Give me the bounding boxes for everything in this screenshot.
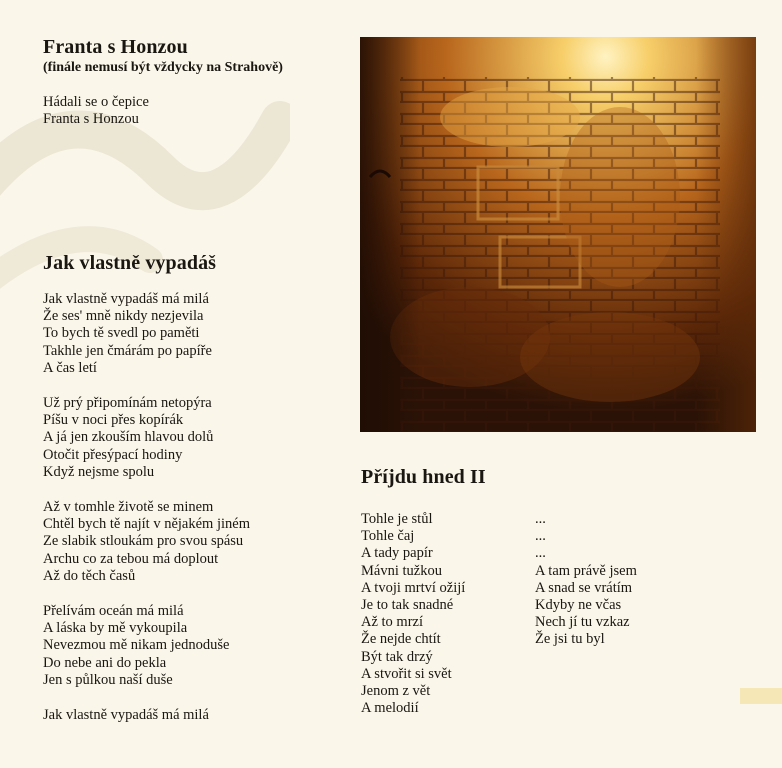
stanza-column-2 bbox=[535, 511, 637, 649]
lyric-line: A tvoji mrtví ožijí bbox=[361, 579, 466, 596]
lyric-line: A čas letí bbox=[43, 359, 97, 376]
song-subtitle: (finále nemusí být vždycky na Strahově) bbox=[43, 60, 283, 75]
lyric-line: A tady papír bbox=[361, 545, 433, 562]
lyric-line: Nech jí tu vzkaz bbox=[535, 614, 630, 631]
stanza bbox=[43, 603, 250, 689]
song-prijdu-hned-ii bbox=[361, 466, 486, 488]
lyric-line: A melodií bbox=[361, 700, 419, 717]
lyric-line: Že jsi tu byl bbox=[535, 631, 605, 648]
lyric-line: Tohle čaj bbox=[361, 528, 415, 545]
stanza bbox=[43, 395, 250, 481]
lyric-line: Přelívám oceán má milá bbox=[43, 603, 184, 620]
lyric-line: Mávni tužkou bbox=[361, 562, 442, 579]
lyric-line: Když nejsme spolu bbox=[43, 463, 155, 480]
lyric-line: ... bbox=[535, 545, 546, 562]
photo-image bbox=[360, 37, 756, 432]
lyric-line: Do nebe ani do pekla bbox=[43, 654, 167, 671]
lyric-line: A tam právě jsem bbox=[535, 562, 637, 579]
lyric-line: Už prý připomínám netopýra bbox=[43, 395, 212, 412]
lyric-line: Až to mrzí bbox=[361, 614, 424, 631]
lyric-line: A stvořit si svět bbox=[361, 665, 452, 682]
lyric-line: To bych tě svedl po paměti bbox=[43, 325, 200, 342]
lyric-line: Jak vlastně vypadáš má milá bbox=[43, 707, 209, 724]
lyric-line: A láska by mě vykoupila bbox=[43, 620, 188, 637]
lyric-line: Jenom z vět bbox=[361, 683, 431, 700]
stanza bbox=[43, 707, 250, 724]
stanza bbox=[43, 94, 283, 128]
stanza-column-1 bbox=[361, 511, 465, 717]
lyric-line: Že ses' mně nikdy nezjevila bbox=[43, 308, 204, 325]
lyric-line: ... bbox=[535, 511, 546, 527]
lyric-line: Archu co za tebou má doplout bbox=[43, 550, 219, 567]
lyric-line: Až v tomhle životě se minem bbox=[43, 499, 214, 516]
song-jak-vlastne-vypadas bbox=[43, 252, 250, 724]
lyric-line: ... bbox=[535, 528, 546, 545]
lyric-line: Hádali se o čepice bbox=[43, 94, 149, 110]
lyric-line: Jen s půlkou naší duše bbox=[43, 671, 173, 688]
song-title: Jak vlastně vypadáš bbox=[43, 252, 217, 274]
lyric-line: Ze slabik stloukám pro svou spásu bbox=[43, 533, 244, 550]
lyric-line: Chtěl bych tě najít v nějakém jiném bbox=[43, 516, 250, 533]
song-title: Příjdu hned II bbox=[361, 466, 486, 488]
lyric-line: Tohle je stůl bbox=[361, 511, 433, 527]
lyric-line: A já jen zkouším hlavou dolů bbox=[43, 429, 214, 446]
brick-wall-photo bbox=[360, 37, 756, 432]
song-title: Franta s Honzou bbox=[43, 36, 188, 58]
decorative-strip bbox=[740, 688, 782, 704]
lyric-line: Otočit přesýpací hodiny bbox=[43, 446, 183, 463]
lyric-line: Takhle jen čmárám po papíře bbox=[43, 342, 212, 359]
lyric-line: Píšu v noci přes kopírák bbox=[43, 412, 184, 429]
lyric-line: Franta s Honzou bbox=[43, 111, 139, 128]
lyric-line: Kdyby ne včas bbox=[535, 597, 622, 614]
stanza bbox=[43, 291, 250, 377]
song-franta-s-honzou bbox=[43, 36, 283, 128]
lyric-line: Je to tak snadné bbox=[361, 597, 454, 614]
stanza bbox=[43, 499, 250, 585]
lyric-line: Jak vlastně vypadáš má milá bbox=[43, 291, 209, 307]
lyric-line: Nevezmou mě nikam jednoduše bbox=[43, 637, 230, 654]
lyric-line: Až do těch časů bbox=[43, 567, 136, 584]
lyric-line: A snad se vrátím bbox=[535, 579, 633, 596]
lyric-line: Že nejde chtít bbox=[361, 631, 441, 648]
lyric-line: Být tak drzý bbox=[361, 648, 433, 665]
